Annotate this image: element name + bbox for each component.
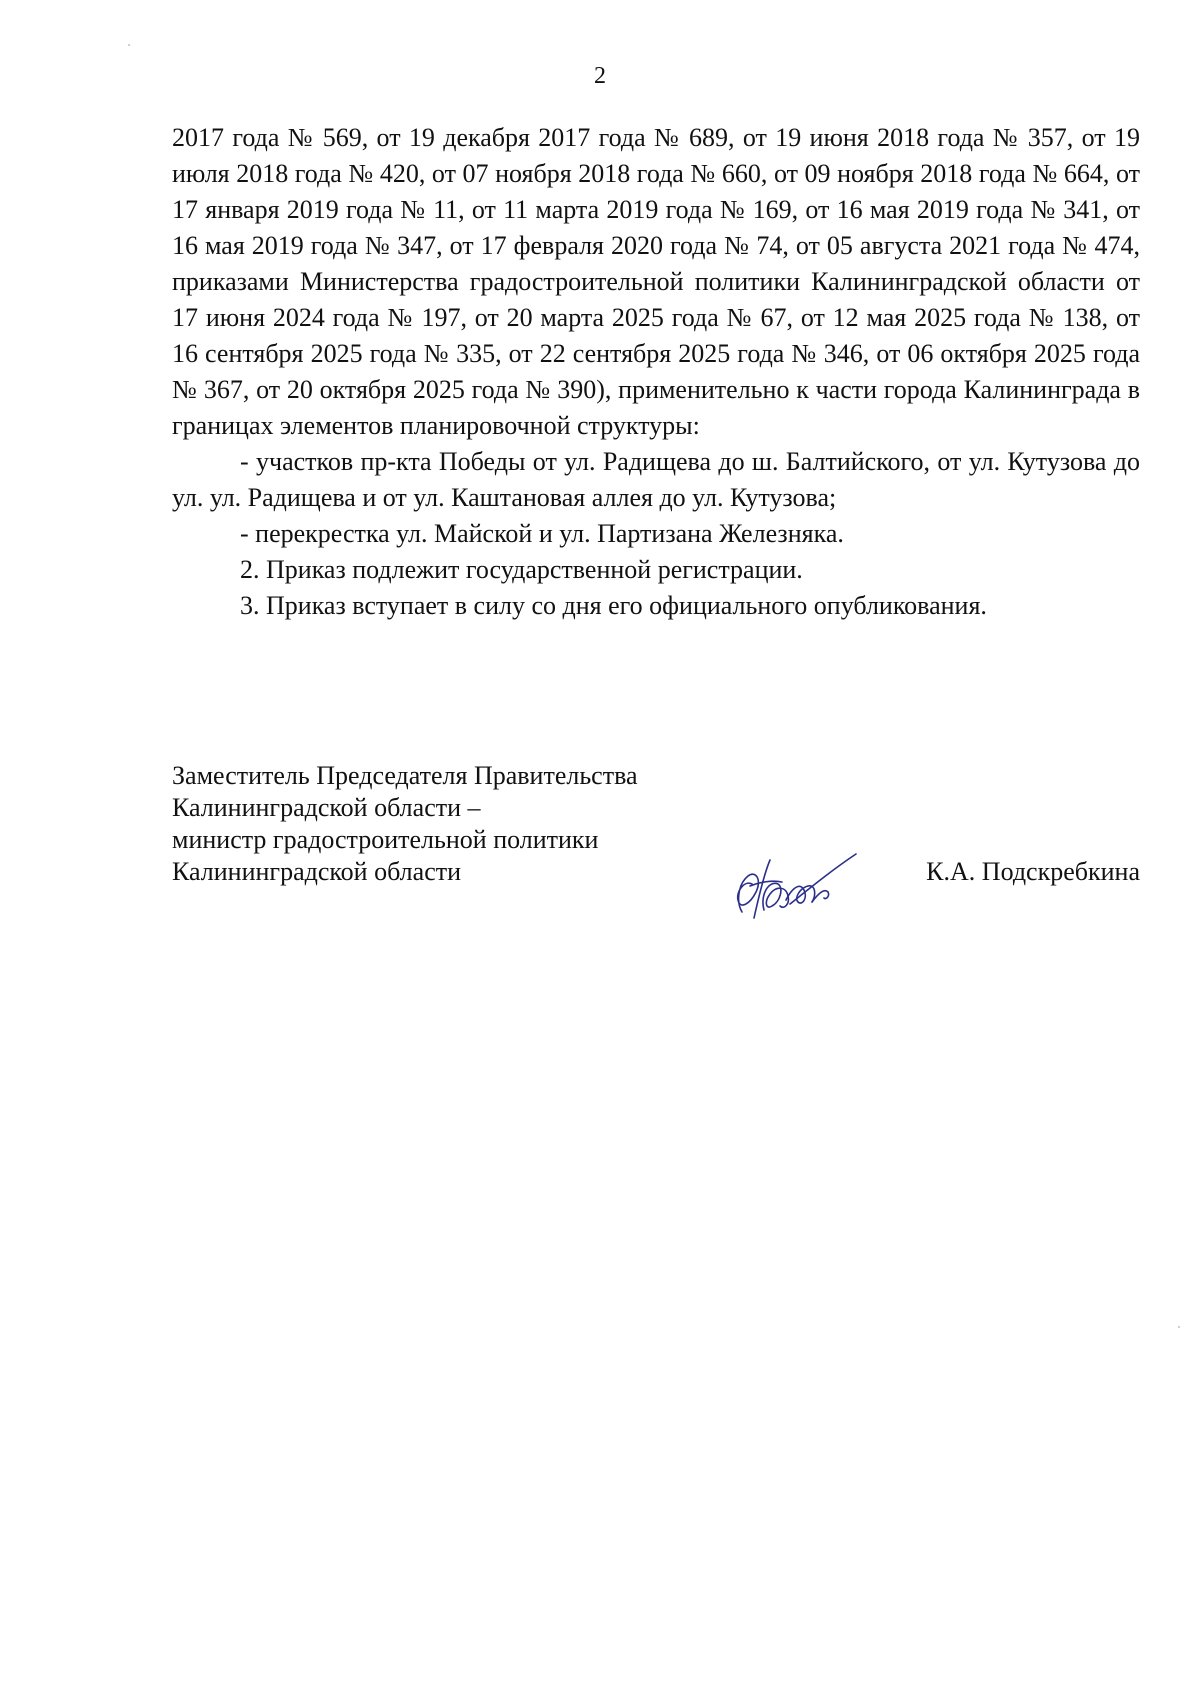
signer-title-line: министр градостроительной политики [172,825,599,854]
paragraph-amendments-list: 2017 года № 569, от 19 декабря 2017 года № 689, от 19 июня 2018 года № 357, от 19 июля 2018 года № 420, от 07 ноября 2018 года № 660, от 09 ноября 2018 года № 664, от 17 января 2019 года № 11, от 11 марта 2019 года № 169, от 16 мая 2019 года № 341, от 16 мая 2019 года № 347, от 17 февраля 2020 года № 74, от 05 августа 2021 года № 474, приказами Министерства градостроительной политики Калининградской области от 17 июня 2024 года № 197, от 20 марта 2025 года № 67, от 12 мая 2025 года № 138, от 16 сентября 2025 года № 335, от 22 сентября 2025 года № 346, от 06 октября 2025 года № 367, от 20 октября 2025 года № 390), применительно к части города Калининграда в границах элементов планировочной структуры: [172,123,1140,440]
paragraph-item-intersection: - перекрестка ул. Майской и ул. Партизана Железняка. [240,519,844,548]
handwritten-signature-icon [720,840,860,925]
signer-title-line: Калининградской области [172,857,462,886]
body-text [172,120,1140,624]
paragraph-clause-3: 3. Приказ вступает в силу со дня его официального опубликования. [240,591,987,620]
scan-speck [128,44,130,46]
scan-speck [1178,1326,1180,1328]
paragraph-clause-2: 2. Приказ подлежит государственной регистрации. [240,555,803,584]
signer-title-line: Калининградской области – [172,793,481,822]
paragraph-item-pobedy-avenue: - участков пр-кта Победы от ул. Радищева до ш. Балтийского, от ул. Кутузова до ул. ул. Радищева и от ул. Каштановая аллея до ул. Кутузова; [172,447,1140,512]
page-number: 2 [594,63,606,89]
signature-block [172,760,1140,920]
signer-name: К.А. Подскребкина [926,857,1140,886]
signer-title-line: Заместитель Председателя Правительства [172,761,638,790]
signer-title [172,760,638,888]
